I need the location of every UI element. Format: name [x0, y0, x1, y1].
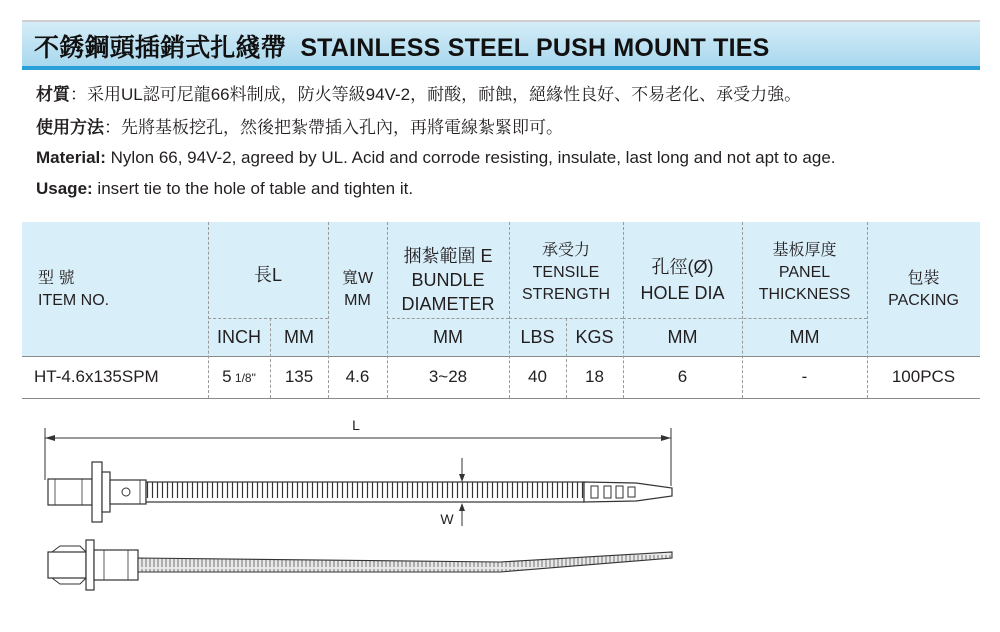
- usage-en-line: [36, 179, 413, 199]
- header-bundle: [387, 244, 509, 316]
- header-bottom-border: [22, 356, 980, 357]
- unit-kgs: KGS: [575, 327, 614, 347]
- title-english: STAINLESS STEEL PUSH MOUNT TIES: [300, 34, 770, 62]
- unit-inch: INCH: [217, 327, 261, 347]
- header-item-cn: 型 號: [38, 270, 75, 287]
- spec-table: [22, 222, 980, 400]
- unit-lbs: LBS: [520, 327, 555, 347]
- header-panel-en-2: THICKNESS: [758, 286, 851, 303]
- row-kgs: 18: [585, 367, 604, 386]
- row-hole: 6: [677, 367, 688, 386]
- row-bundle: 3~28: [428, 367, 468, 386]
- unit-mm-length: MM: [284, 327, 314, 347]
- usage-en-text: insert tie to the hole of table and tighten it.: [92, 179, 414, 198]
- subheader-divider: [387, 318, 509, 319]
- header-packing-cn: 包裝: [907, 270, 940, 287]
- tie-drawing: [0, 400, 1000, 632]
- material-en-label: Material:: [36, 148, 106, 167]
- header-hole-en: HOLE DIA: [640, 283, 725, 303]
- row-inch-fraction: 1/8": [231, 371, 256, 385]
- header-item-en: ITEM NO.: [38, 292, 110, 309]
- header-packing: [867, 268, 980, 312]
- length-dimension: [45, 417, 671, 486]
- header-width: [328, 268, 387, 312]
- row-mm: 135: [284, 367, 314, 386]
- header-width-unit: MM: [344, 292, 371, 309]
- page-title: [34, 28, 770, 64]
- usage-cn-text: ：先將基板挖孔，然後把紮帶插入孔內，再將電線紮緊即可。: [104, 118, 563, 137]
- title-chinese: 不銹鋼頭插銷式扎綫帶: [34, 34, 287, 62]
- row-panel: -: [801, 367, 808, 386]
- row-width: 4.6: [345, 367, 370, 386]
- header-tensile-en-2: STRENGTH: [522, 286, 610, 303]
- length-label: L: [352, 417, 360, 433]
- unit-mm-bundle: MM: [433, 327, 463, 347]
- header-bundle-cn: 捆紮範圍 E: [403, 246, 493, 266]
- usage-cn-line: [36, 113, 563, 138]
- unit-mm-hole: MM: [667, 327, 698, 347]
- usage-cn-label: 使用方法: [36, 118, 104, 137]
- usage-en-label: Usage:: [36, 179, 93, 198]
- unit-mm-panel: MM: [789, 327, 820, 347]
- header-hole-cn: 孔徑(Ø): [651, 257, 714, 277]
- row-lbs: 40: [528, 367, 547, 386]
- tie-side-view: [48, 540, 672, 590]
- subheader-divider: [208, 318, 328, 319]
- row-inch: [208, 362, 270, 392]
- width-label: W: [440, 511, 454, 527]
- header-bundle-en-1: BUNDLE: [411, 270, 485, 290]
- row-inch-whole: 5: [222, 367, 232, 386]
- title-bar: [22, 20, 980, 66]
- header-panel-en-1: PANEL: [778, 264, 831, 281]
- header-width-cn: 寬W: [341, 270, 374, 287]
- header-tensile-cn: 承受力: [541, 242, 590, 259]
- header-tensile: [509, 240, 623, 306]
- header-hole: [623, 254, 742, 306]
- header-item-no: [38, 268, 208, 312]
- row-item-no: HT-4.6x135SPM: [34, 367, 159, 386]
- material-cn-label: 材質: [36, 85, 70, 104]
- material-en-text: Nylon 66, 94V-2, agreed by UL. Acid and corrode resisting, insulate, last long and not apt to age.: [105, 148, 836, 167]
- title-underline: [22, 66, 980, 70]
- header-tensile-en-1: TENSILE: [532, 264, 600, 281]
- header-panel: [742, 240, 867, 306]
- tie-top-view: [48, 462, 672, 522]
- subheader-divider: [509, 318, 623, 319]
- header-panel-cn: 基板厚度: [772, 242, 837, 259]
- row-packing: 100PCS: [891, 367, 956, 386]
- subheader-divider: [623, 318, 867, 319]
- header-bundle-en-2: DIAMETER: [401, 294, 495, 314]
- row-bottom-border: [22, 398, 980, 399]
- header-length: 長L: [253, 265, 282, 285]
- material-en-line: [36, 148, 836, 168]
- material-cn-line: [36, 80, 801, 105]
- material-cn-text: ：采用UL認可尼龍66料制成，防火等級94V-2，耐酸，耐蝕，絕緣性良好、不易老化、承受力強。: [70, 85, 802, 104]
- header-packing-en: PACKING: [888, 292, 959, 309]
